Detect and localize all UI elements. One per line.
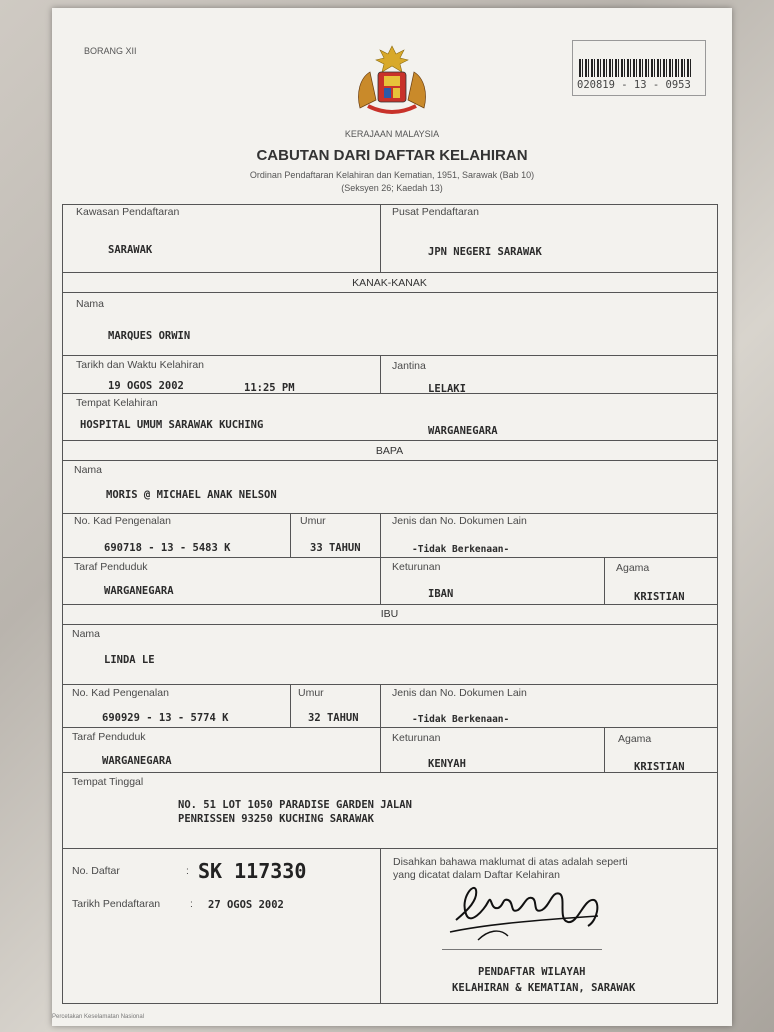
rule bbox=[62, 624, 717, 625]
rule bbox=[62, 292, 717, 293]
birth-datetime-label: Tarikh dan Waktu Kelahiran bbox=[76, 359, 205, 371]
signature-line bbox=[442, 949, 602, 950]
birthplace-value: HOSPITAL UMUM SARAWAK KUCHING bbox=[80, 419, 264, 431]
regdate-colon: : bbox=[190, 898, 193, 910]
father-name-value: MORIS @ MICHAEL ANAK NELSON bbox=[106, 489, 277, 501]
regdate-label: Tarikh Pendaftaran bbox=[72, 898, 161, 910]
section-text: (Seksyen 26; Kaedah 13) bbox=[341, 183, 443, 193]
mother-name-value: LINDA LE bbox=[104, 654, 155, 666]
mother-religion-label: Agama bbox=[618, 733, 652, 745]
residence-label: Tempat Tinggal bbox=[72, 776, 144, 788]
father-section-title: BAPA bbox=[375, 445, 404, 457]
rule bbox=[62, 604, 717, 605]
father-race-value: IBAN bbox=[428, 588, 454, 600]
birthplace-label: Tempat Kelahiran bbox=[76, 397, 158, 409]
residence-line2: PENRISSEN 93250 KUCHING SARAWAK bbox=[178, 813, 374, 825]
birth-date-value: 19 OGOS 2002 bbox=[108, 380, 184, 392]
rule bbox=[62, 848, 717, 849]
mother-race-label: Keturunan bbox=[392, 732, 441, 744]
rule bbox=[380, 684, 381, 772]
regno-colon: : bbox=[186, 865, 189, 877]
regdate-value: 27 OGOS 2002 bbox=[208, 899, 284, 911]
mother-name-label: Nama bbox=[72, 628, 101, 640]
mother-doc-label: Jenis dan No. Dokumen Lain bbox=[392, 687, 527, 699]
rule bbox=[717, 204, 718, 1004]
rule bbox=[380, 848, 381, 1003]
father-age-label: Umur bbox=[300, 515, 326, 527]
form-code: BORANG XII bbox=[84, 46, 137, 56]
rule bbox=[62, 684, 717, 685]
rule bbox=[62, 355, 717, 356]
mother-status-label: Taraf Penduduk bbox=[72, 731, 146, 743]
certify-line2: yang dicatat dalam Daftar Kelahiran bbox=[393, 869, 560, 881]
birth-time-value: 11:25 PM bbox=[244, 382, 295, 394]
area-value: SARAWAK bbox=[108, 244, 153, 256]
rule bbox=[62, 772, 717, 773]
gender-value: LELAKI bbox=[428, 383, 466, 395]
centre-value: JPN NEGERI SARAWAK bbox=[428, 246, 542, 258]
mother-religion-value: KRISTIAN bbox=[634, 761, 685, 773]
child-name-value: MARQUES ORWIN bbox=[108, 330, 191, 342]
rule bbox=[62, 727, 717, 728]
ordinance-text: Ordinan Pendaftaran Kelahiran dan Kematian, 1951, Sarawak (Bab 10) bbox=[249, 170, 535, 180]
mother-age-value: 32 TAHUN bbox=[308, 712, 359, 724]
signature-icon bbox=[448, 880, 608, 950]
father-religion-label: Agama bbox=[616, 562, 650, 574]
rule bbox=[290, 513, 291, 557]
regno-value: SK 117330 bbox=[198, 859, 307, 883]
rule bbox=[62, 204, 63, 1004]
child-citizenship-value: WARGANEGARA bbox=[428, 425, 498, 437]
rule bbox=[290, 684, 291, 727]
rule bbox=[62, 440, 717, 441]
rule bbox=[604, 727, 605, 772]
government-title: KERAJAAN MALAYSIA bbox=[344, 129, 440, 139]
father-age-value: 33 TAHUN bbox=[310, 542, 361, 554]
mother-ic-value: 690929 - 13 - 5774 K bbox=[102, 712, 229, 724]
rule bbox=[62, 460, 717, 461]
centre-label: Pusat Pendaftaran bbox=[392, 206, 479, 218]
rule bbox=[62, 204, 717, 205]
gender-label: Jantina bbox=[392, 360, 426, 372]
document-title: CABUTAN DARI DAFTAR KELAHIRAN bbox=[256, 147, 528, 164]
father-status-value: WARGANEGARA bbox=[104, 585, 174, 597]
father-doc-value: -Tidak Berkenaan- bbox=[412, 544, 510, 555]
printer-note: Percetakan Keselamatan Nasional bbox=[52, 1014, 145, 1020]
father-doc-label: Jenis dan No. Dokumen Lain bbox=[392, 515, 527, 527]
mother-status-value: WARGANEGARA bbox=[102, 755, 172, 767]
certificate-paper bbox=[52, 8, 732, 1026]
coat-of-arms-emblem bbox=[342, 38, 442, 118]
mother-ic-label: No. Kad Pengenalan bbox=[72, 687, 169, 699]
rule bbox=[62, 557, 717, 558]
rule bbox=[62, 272, 717, 273]
child-section-title: KANAK-KANAK bbox=[352, 277, 427, 289]
father-race-label: Keturunan bbox=[392, 561, 441, 573]
barcode-icon bbox=[579, 59, 693, 77]
mother-doc-value: -Tidak Berkenaan- bbox=[412, 714, 510, 725]
rule bbox=[62, 393, 717, 394]
father-religion-value: KRISTIAN bbox=[634, 591, 685, 603]
area-label: Kawasan Pendaftaran bbox=[76, 206, 180, 218]
residence-line1: NO. 51 LOT 1050 PARADISE GARDEN JALAN bbox=[178, 799, 412, 811]
certify-line1: Disahkan bahawa maklumat di atas adalah seperti bbox=[393, 856, 628, 868]
father-ic-value: 690718 - 13 - 5483 K bbox=[104, 542, 231, 554]
signer-line1: PENDAFTAR WILAYAH bbox=[478, 966, 586, 978]
father-status-label: Taraf Penduduk bbox=[74, 561, 148, 573]
rule bbox=[380, 355, 381, 393]
rule bbox=[62, 513, 717, 514]
father-name-label: Nama bbox=[74, 464, 103, 476]
serial-number: 020819 - 13 - 0953 bbox=[577, 79, 691, 91]
father-ic-label: No. Kad Pengenalan bbox=[74, 515, 171, 527]
rule bbox=[380, 513, 381, 604]
mother-section-title: IBU bbox=[380, 608, 399, 620]
child-name-label: Nama bbox=[76, 298, 105, 310]
rule bbox=[604, 557, 605, 604]
rule bbox=[380, 204, 381, 272]
mother-race-value: KENYAH bbox=[428, 758, 466, 770]
rule bbox=[62, 1003, 717, 1004]
signer-line2: KELAHIRAN & KEMATIAN, SARAWAK bbox=[452, 982, 636, 994]
serial-box bbox=[572, 40, 706, 96]
regno-label: No. Daftar bbox=[72, 865, 120, 877]
mother-age-label: Umur bbox=[298, 687, 324, 699]
